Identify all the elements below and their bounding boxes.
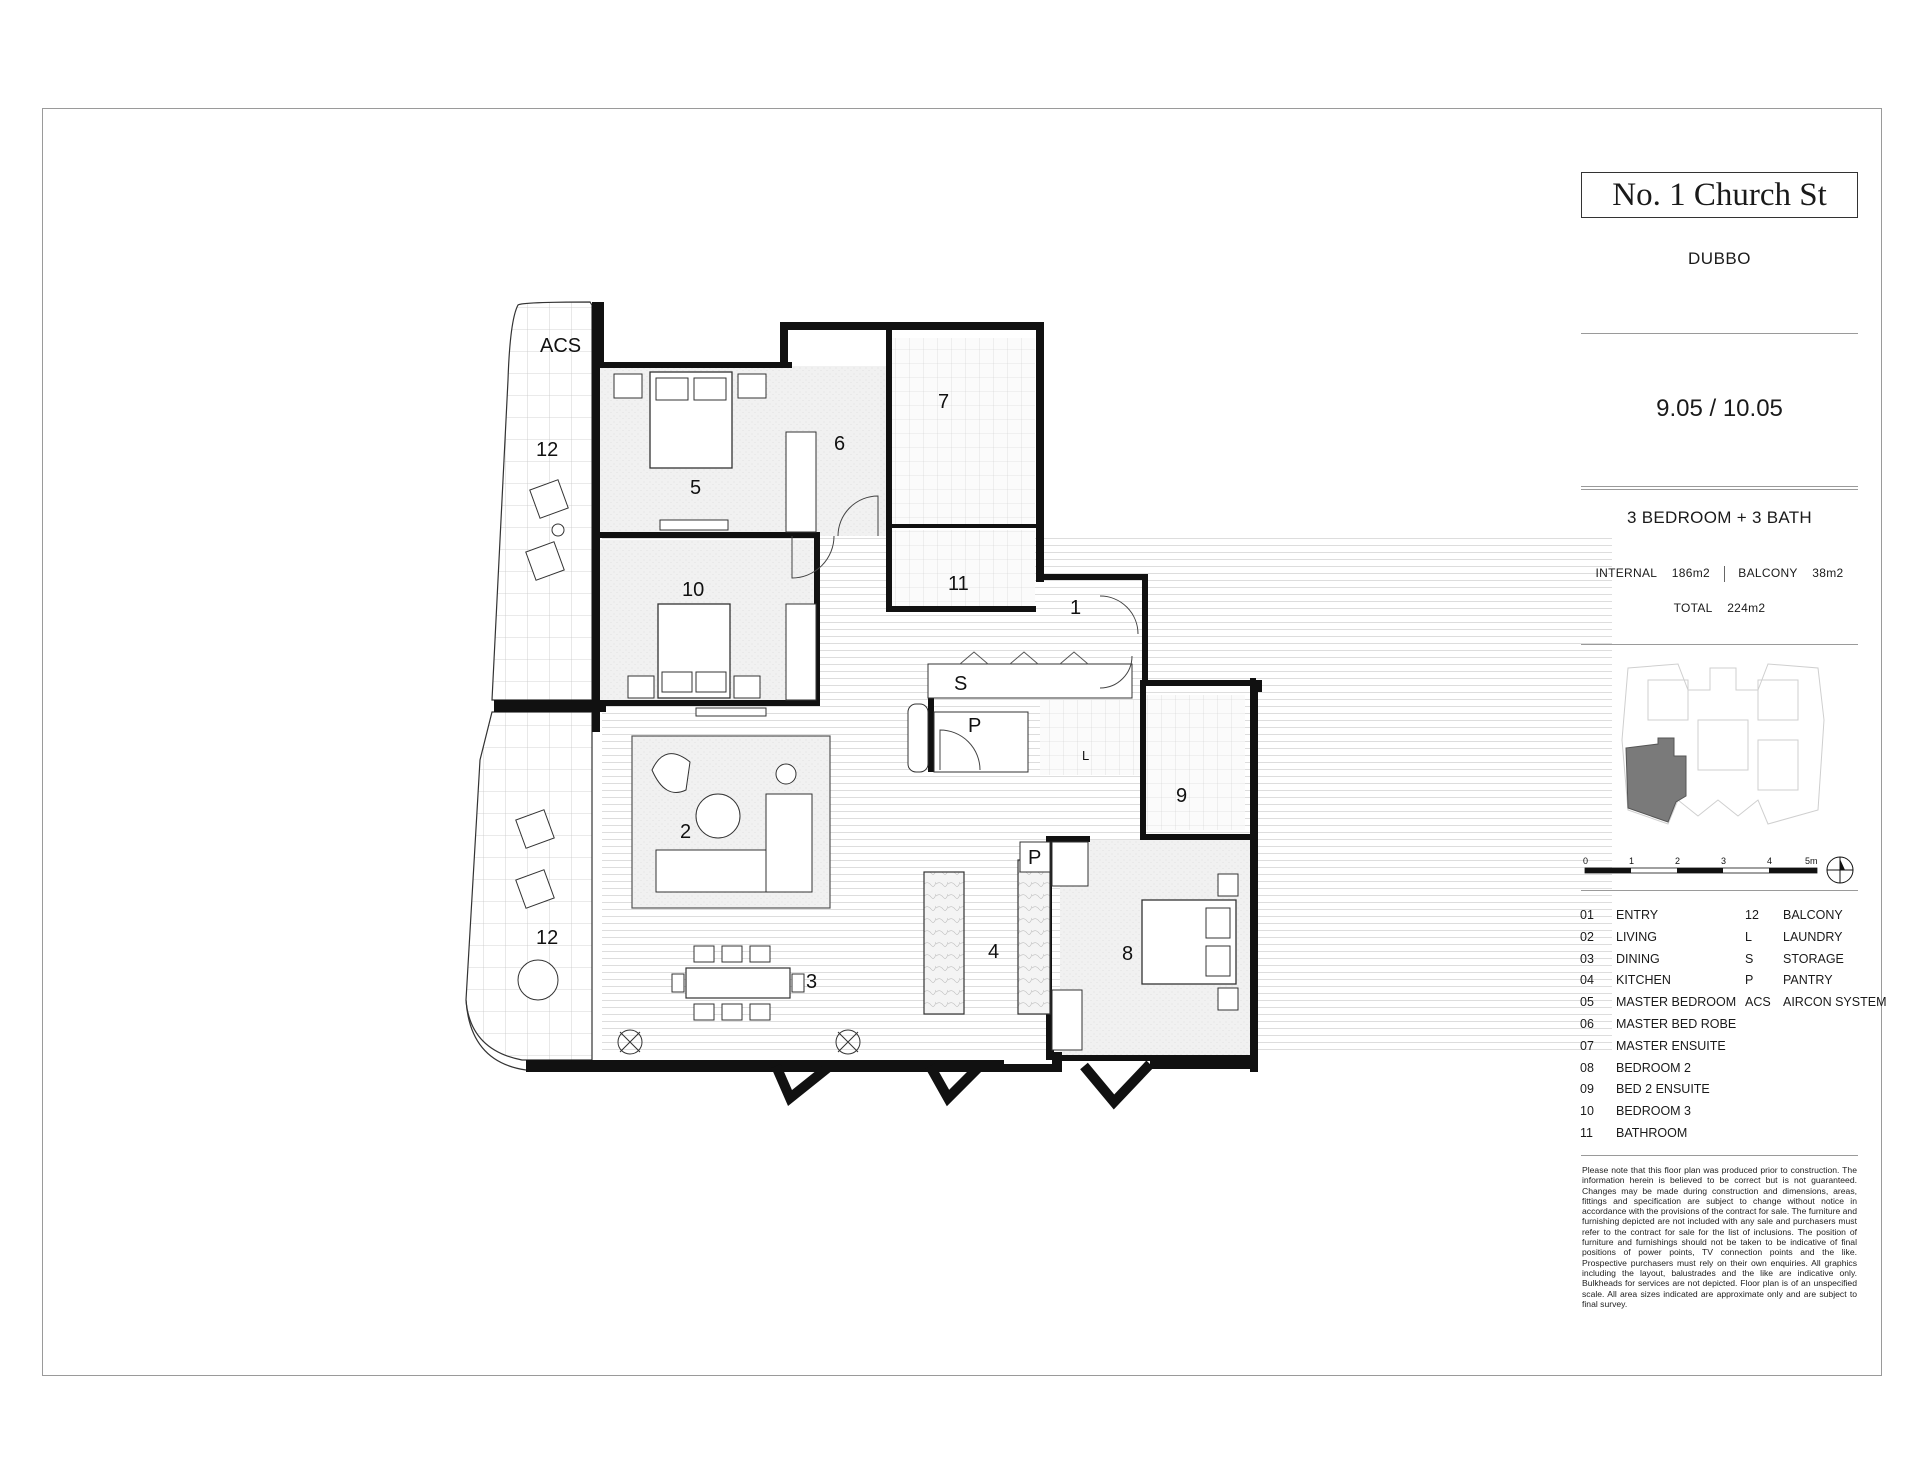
total-value: 224m2 <box>1727 601 1766 615</box>
label-bathroom: 11 <box>948 573 969 595</box>
area-separator <box>1724 566 1725 582</box>
label-master-ensuite: 7 <box>938 391 950 413</box>
total-label: TOTAL <box>1673 601 1713 615</box>
laundry-floor <box>1040 700 1140 775</box>
highlighted-unit <box>1626 738 1686 822</box>
scale-tick-5: 5m <box>1805 856 1818 866</box>
divider <box>1581 1155 1858 1156</box>
disclaimer-text: Please note that this floor plan was produced prior to construction. The information herein is believed to be correct but is not guaranteed. Changes may be made during construction and dimensions, areas, fittings and specification are subject to change without notice in accordance with the provisions of the contract for sale. The furniture and furnishing depicted are not included with any sale and purchasers must refer to the contract for sale for the list of inclusions. The position of furniture and furnishings should not be taken to be indicative of final positions of power points, TV connection points and the like. Prospective purchasers must rely on their own enquiries. All graphics including the layout, balustrades and the like are indicative only. Bulkheads for services are not depicted. Floor plan is of an unspecified scale. All area sizes indicated are approximate only and are subject to final survey. <box>1582 1165 1857 1309</box>
apartment-configuration: 3 BEDROOM + 3 BATH <box>1626 508 1813 527</box>
label-laundry: L <box>1082 748 1090 763</box>
legend-item: 10 BEDROOM 3 <box>1580 1104 1692 1119</box>
room-legend-secondary <box>1745 905 1887 1014</box>
scale-tick-0: 0 <box>1583 856 1589 866</box>
divider <box>1581 486 1858 490</box>
divider <box>1581 333 1858 334</box>
scale-tick-4: 4 <box>1767 856 1773 866</box>
scale-tick-1: 1 <box>1629 856 1635 866</box>
scale-bar <box>1581 855 1858 887</box>
label-bedroom2: 8 <box>1122 943 1134 965</box>
bed2-ensuite-floor <box>1145 695 1245 830</box>
total-area <box>1581 601 1858 615</box>
legend-item: 12 BALCONY <box>1745 908 1843 922</box>
label-balcony-south: 12 <box>536 927 559 949</box>
key-plan <box>1618 660 1828 828</box>
legend-item: 11 BATHROOM <box>1580 1125 1688 1140</box>
label-dining: 3 <box>806 971 818 993</box>
label-pantry-upper: P <box>968 715 982 737</box>
divider <box>1581 890 1858 891</box>
label-kitchen: 4 <box>988 941 1000 963</box>
scale-tick-3: 3 <box>1721 856 1727 866</box>
label-acs: ACS <box>540 335 582 357</box>
legend-item: 03 DINING <box>1580 951 1660 966</box>
project-city: DUBBO <box>1688 249 1751 268</box>
room-legend <box>1580 905 1736 1145</box>
label-living: 2 <box>680 821 692 843</box>
label-balcony-north: 12 <box>536 439 559 461</box>
legend-item: P PANTRY <box>1745 973 1833 988</box>
legend-item: 08 BEDROOM 2 <box>1580 1060 1692 1075</box>
label-bedroom3: 10 <box>682 579 705 601</box>
label-storage: S <box>954 673 968 695</box>
internal-value: 186m2 <box>1671 566 1710 581</box>
label-master-bedroom: 5 <box>690 477 702 499</box>
area-summary <box>1581 566 1858 582</box>
scale-tick-2: 2 <box>1675 856 1681 866</box>
label-pantry-lower: P <box>1028 847 1042 869</box>
legend-item: 05 MASTER BEDROOM <box>1580 995 1737 1010</box>
legend-item: 02 LIVING <box>1580 929 1657 944</box>
internal-label: INTERNAL <box>1595 566 1658 581</box>
legend-item: 09 BED 2 ENSUITE <box>1580 1082 1710 1097</box>
bathroom-floor <box>890 530 1035 610</box>
apartment-levels: 9.05 / 10.05 <box>1656 395 1783 422</box>
ensuite-floor <box>890 338 1035 528</box>
label-bed2-ensuite: 9 <box>1176 785 1188 807</box>
legend-item: S STORAGE <box>1745 951 1844 966</box>
project-title: No. 1 Church St <box>1581 172 1858 218</box>
balcony-label: BALCONY <box>1738 566 1798 581</box>
legend-item: 01 ENTRY <box>1580 908 1659 922</box>
label-entry: 1 <box>1070 597 1082 619</box>
divider <box>1581 644 1858 645</box>
legend-item: 07 MASTER ENSUITE <box>1580 1038 1726 1053</box>
legend-item: ACS AIRCON SYSTEM <box>1745 995 1887 1010</box>
balcony-value: 38m2 <box>1812 566 1844 581</box>
legend-item: 06 MASTER BED ROBE <box>1580 1016 1737 1031</box>
legend-item: L LAUNDRY <box>1745 929 1843 944</box>
label-master-robe: 6 <box>834 433 846 455</box>
legend-item: 04 KITCHEN <box>1580 973 1671 988</box>
